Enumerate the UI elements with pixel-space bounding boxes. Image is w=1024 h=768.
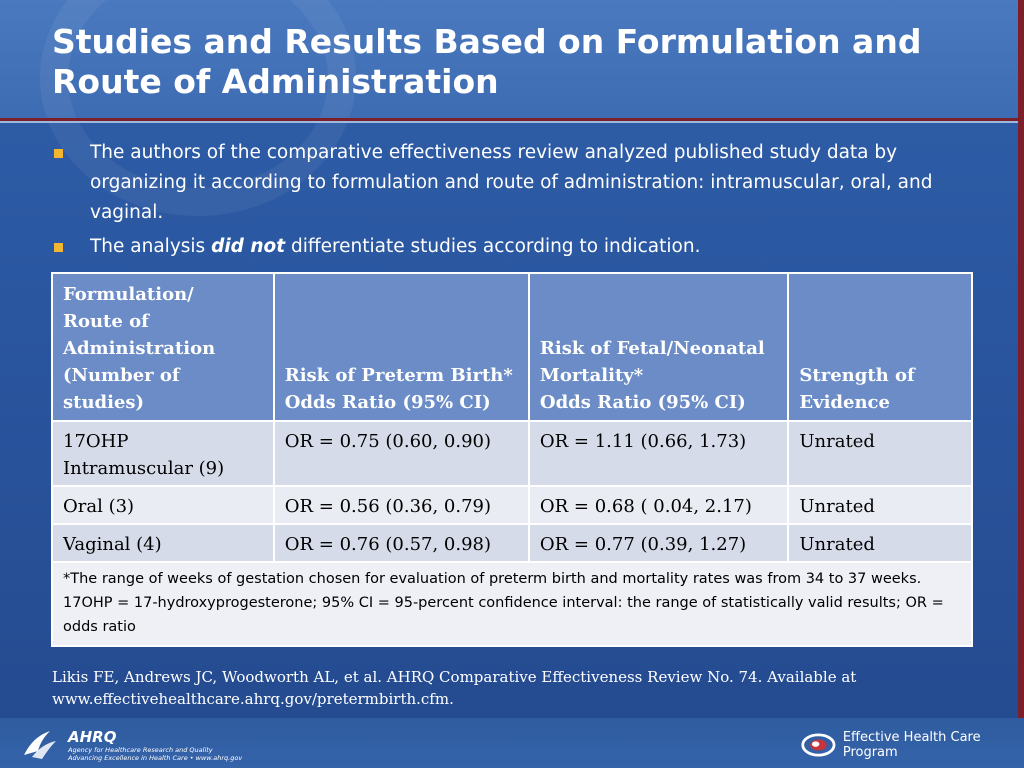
header-fetal-mortality: Risk of Fetal/Neonatal Mortality* Odds Ratio (95% CI) xyxy=(529,273,789,421)
cell-formulation: 17OHP Intramuscular (9) xyxy=(52,421,274,486)
cell-fetal-mortality: OR = 1.11 (0.66, 1.73) xyxy=(529,421,789,486)
bullet-item xyxy=(52,232,992,262)
table-header-row xyxy=(52,273,972,421)
results-table xyxy=(51,272,973,647)
cell-preterm-birth: OR = 0.76 (0.57, 0.98) xyxy=(274,524,529,562)
header-strength: Strength of Evidence xyxy=(788,273,972,421)
cell-formulation: Oral (3) xyxy=(52,486,274,524)
table-footnote: *The range of weeks of gestation chosen for evaluation of preterm birth and mortality rates was from 34 to 37 weeks. 17OHP = 17-hydroxyprogesterone; 95% CI = 95-percent confidence interval: the range of statistically valid results; OR = odds ratio xyxy=(52,562,972,646)
bullet-list xyxy=(52,138,992,266)
ehc-label: Effective Health Care Program xyxy=(842,730,981,760)
bullet-emphasis: did not xyxy=(211,236,286,257)
header-formulation: Formulation/ Route of Administration (Number of studies) xyxy=(52,273,274,421)
cell-fetal-mortality: OR = 0.77 (0.39, 1.27) xyxy=(529,524,789,562)
cell-fetal-mortality: OR = 0.68 ( 0.04, 2.17) xyxy=(529,486,789,524)
page-title: Studies and Results Based on Formulation and Route of Administration xyxy=(52,22,922,101)
bullet-text-before: The analysis xyxy=(90,236,212,257)
right-edge-stripe xyxy=(1018,0,1024,768)
table-row xyxy=(52,524,972,562)
cell-strength: Unrated xyxy=(788,421,972,486)
ehc-swirl-icon xyxy=(800,731,837,759)
bullet-text: The authors of the comparative effectiveness review analyzed published study data by organizing it according to formulation and route of administration: intramuscular, oral, and vaginal. xyxy=(90,142,933,223)
cell-preterm-birth: OR = 0.56 (0.36, 0.79) xyxy=(274,486,529,524)
table-row xyxy=(52,486,972,524)
square-bullet-icon xyxy=(54,243,63,252)
bullet-item xyxy=(52,138,992,228)
ahrq-tagline-1: Agency for Healthcare Research and Quality xyxy=(68,746,213,754)
cell-strength: Unrated xyxy=(788,524,972,562)
cell-formulation: Vaginal (4) xyxy=(52,524,274,562)
table-row xyxy=(52,421,972,486)
ahrq-tagline-2: Advancing Excellence in Health Care • www.ahrq.gov xyxy=(68,754,243,762)
citation: Likis FE, Andrews JC, Woodworth AL, et al. AHRQ Comparative Effectiveness Review No. 74. Available at www.effectivehealthcare.ahrq.gov/pretermbirth.cfm. xyxy=(52,668,857,708)
square-bullet-icon xyxy=(54,149,63,158)
ahrq-name: AHRQ xyxy=(68,728,117,746)
ehc-logo xyxy=(800,730,1024,760)
cell-strength: Unrated xyxy=(788,486,972,524)
table-footnote-row xyxy=(52,562,972,646)
hhs-eagle-icon xyxy=(20,725,60,761)
ahrq-logo xyxy=(68,728,242,762)
title-rule-secondary xyxy=(0,121,1024,123)
bullet-text-after: differentiate studies according to indication. xyxy=(285,236,701,257)
cell-preterm-birth: OR = 0.75 (0.60, 0.90) xyxy=(274,421,529,486)
header-preterm-birth: Risk of Preterm Birth* Odds Ratio (95% CI) xyxy=(274,273,529,421)
